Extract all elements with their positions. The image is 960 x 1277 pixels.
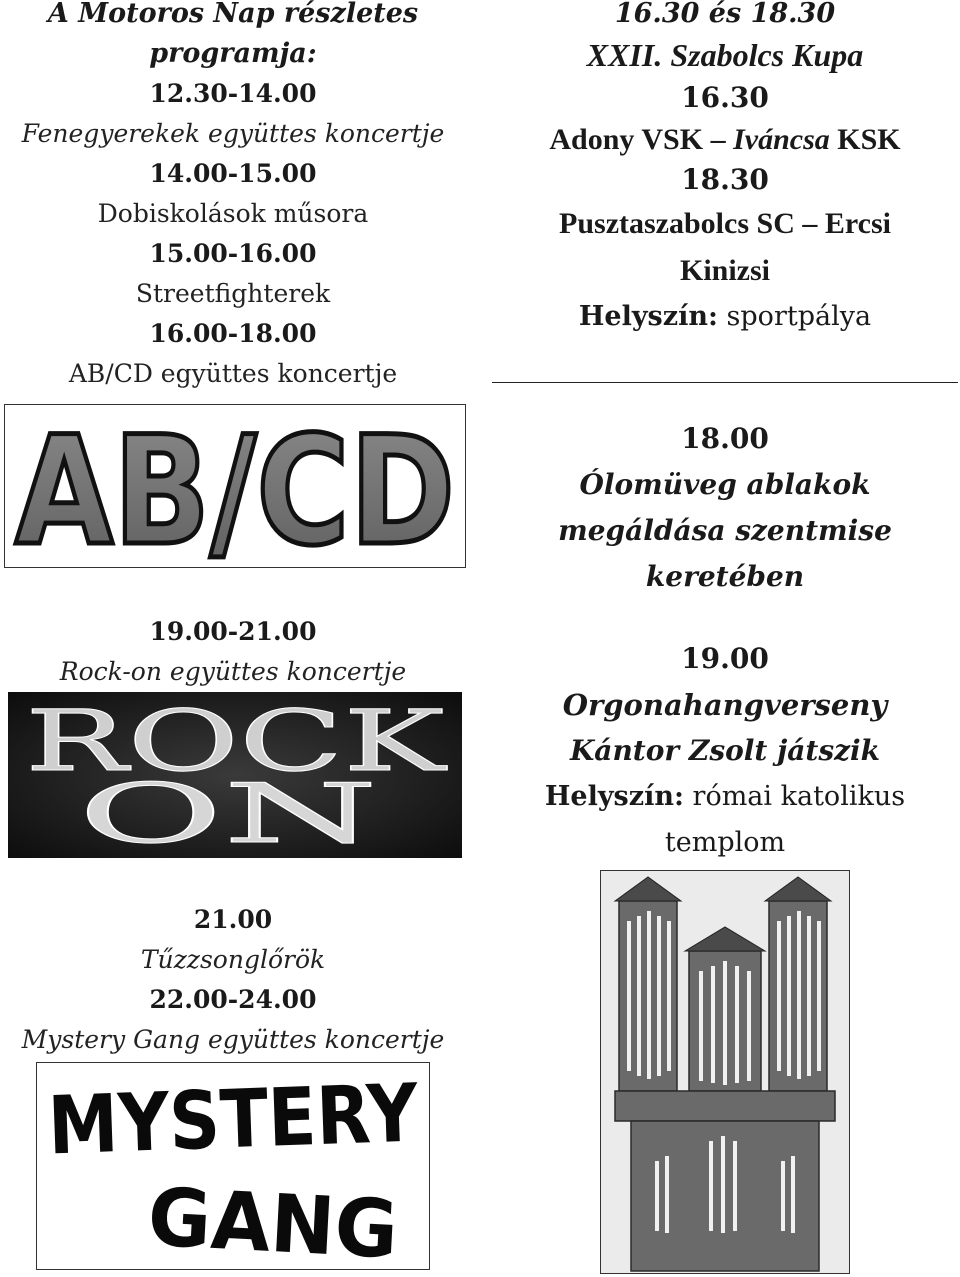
- rock-on-logo: [8, 692, 462, 862]
- cup-venue: sportpálya: [726, 301, 872, 332]
- concert-performer: Kántor Zsolt játszik: [569, 734, 881, 767]
- item-desc-7: Mystery Gang együttes koncertje: [21, 1025, 445, 1054]
- concert-time: 19.00: [681, 642, 769, 675]
- match2-line-1: Pusztaszabolcs SC – Ercsi: [559, 207, 891, 240]
- match1-away-italic: Iváncsa: [733, 123, 830, 156]
- abcd-logo-text: AB/CD: [15, 405, 455, 579]
- item-time-3: 15.00-16.00: [149, 239, 317, 268]
- mass-line-1: Ólomüveg ablakok: [579, 468, 871, 501]
- match1-dash: –: [710, 123, 726, 156]
- cup-times: 16.30 és 18.30: [614, 0, 836, 29]
- item-desc-1: Fenegyerekek együttes koncertje: [21, 119, 445, 148]
- section-divider: [492, 382, 958, 383]
- gang-logo-text: GANG: [145, 1170, 411, 1277]
- cup-venue-line: [490, 294, 960, 340]
- mass-line-2: megáldása szentmise: [558, 514, 892, 547]
- match2-time: 18.30: [681, 163, 769, 196]
- organ-photo: [600, 870, 850, 1274]
- cup-venue-label: Helyszín:: [578, 301, 718, 332]
- abcd-logo: [4, 404, 466, 579]
- item-time-1: 12.30-14.00: [149, 79, 317, 108]
- item-time-7: 22.00-24.00: [149, 985, 317, 1014]
- program-title-line-2: programja:: [149, 38, 317, 69]
- match1-line: [490, 120, 960, 160]
- mystery-gang-logo: [36, 1062, 469, 1277]
- match1-time: 16.30: [681, 81, 769, 114]
- item-time-5: 19.00-21.00: [149, 617, 317, 646]
- match1-home: Adony VSK: [549, 123, 704, 156]
- item-time-6: 21.00: [193, 905, 273, 934]
- rock-logo-text-top: ROCK: [25, 692, 449, 790]
- match1-away-rest: KSK: [837, 123, 901, 156]
- rock-logo-text-bottom: ON: [78, 767, 378, 862]
- concert-venue-1: római katolikus: [692, 781, 906, 812]
- item-desc-6: Tűzzsonglőrök: [140, 945, 326, 974]
- concert-venue-line: [490, 774, 960, 820]
- item-desc-2: Dobiskolások műsora: [97, 199, 369, 228]
- program-title-line-1: A Motoros Nap részletes: [47, 0, 419, 29]
- cup-title: XXII. Szabolcs Kupa: [586, 37, 864, 73]
- item-desc-4: AB/CD együttes koncertje: [68, 359, 398, 388]
- item-time-4: 16.00-18.00: [149, 319, 317, 348]
- match2-line-2: Kinizsi: [679, 254, 770, 287]
- item-time-2: 14.00-15.00: [149, 159, 317, 188]
- concert-venue-label: Helyszín:: [544, 781, 684, 812]
- item-desc-3: Streetfighterek: [135, 279, 331, 308]
- item-desc-5: Rock-on együttes koncertje: [59, 657, 407, 686]
- mystery-logo-text: MYSTERY: [46, 1064, 469, 1173]
- mass-time: 18.00: [681, 422, 769, 455]
- mass-line-3: keretében: [645, 560, 805, 593]
- concert-venue-2: templom: [664, 827, 786, 858]
- concert-title: Orgonahangverseny: [562, 688, 888, 722]
